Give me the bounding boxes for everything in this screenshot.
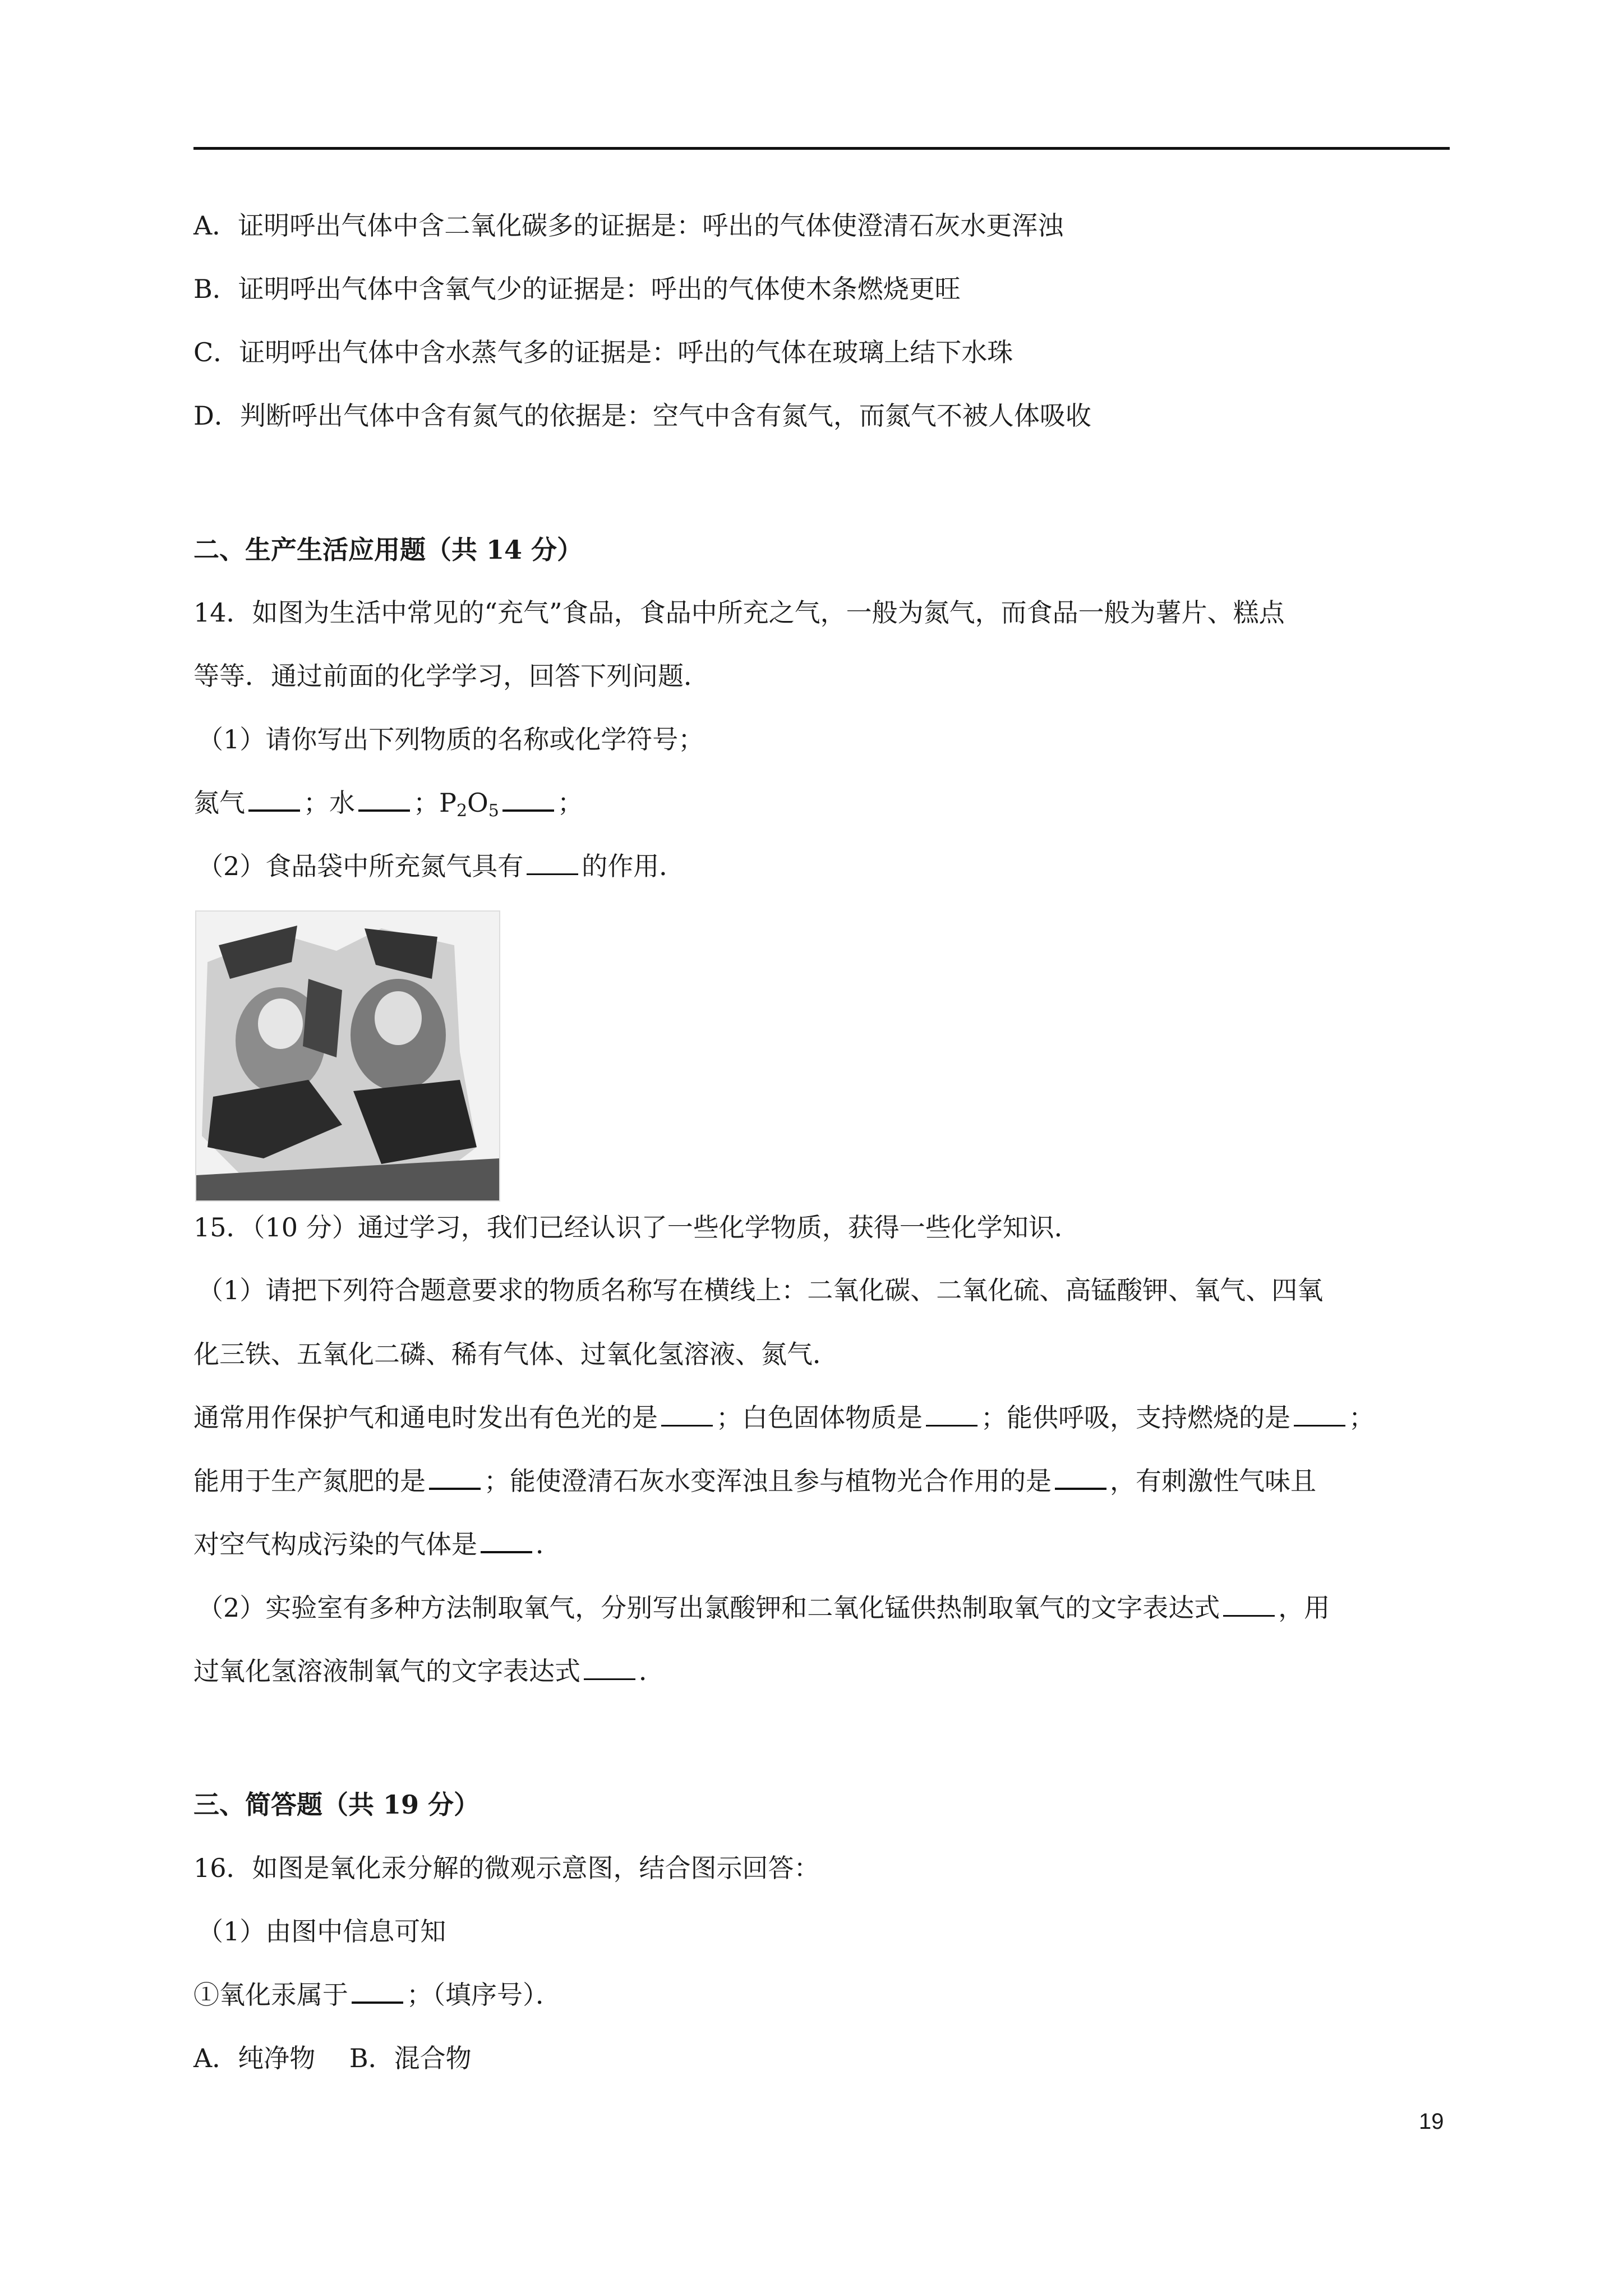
q16-stem: 16．如图是氧化汞分解的微观示意图，结合图示回答： [193, 1853, 820, 1883]
q13-option-a: A．证明呼出气体中含二氧化碳多的证据是：呼出的气体使澄清石灰水更浑浊 [193, 210, 1064, 241]
q13-option-b: B．证明呼出气体中含氧气少的证据是：呼出的气体使木条燃烧更旺 [193, 274, 961, 304]
header-rule [193, 147, 1450, 150]
q15-sub2-line2 [193, 1654, 665, 1688]
q15-l3-text-b: ；白色固体物质是 [716, 1402, 923, 1433]
q14-sub2-post: 的作用． [582, 851, 685, 881]
q14-blank-line [193, 786, 583, 828]
p2o5-sub-2: 2 [456, 801, 468, 821]
nitrogen-label: 氮气 [193, 788, 245, 818]
q15-l4-text-a: 能用于生产氮肥的是 [193, 1466, 426, 1496]
q16-item1 [193, 1978, 561, 2012]
q14-stem-line1: 14．如图为生活中常见的“充气”食品，食品中所充之气，一般为氮气，而食品一般为薯片、糕点 [193, 597, 1285, 628]
q15-sub2-line2-text-b: ． [639, 1656, 665, 1686]
q15-l4-text-b: ；能使澄清石灰水变浑浊且参与植物光合作用的是 [484, 1466, 1052, 1496]
q15-sub2-line2-text-a: 过氧化氢溶液制氧气的文字表达式 [193, 1656, 580, 1686]
q16-item1-text-a: ①氧化汞属于 [193, 1980, 348, 2010]
page-number: 19 [1419, 2109, 1444, 2134]
answer-blank-nitrogen-fertilizer[interactable] [429, 1465, 481, 1490]
q14-sub1: （1）请你写出下列物质的名称或化学符号； [197, 724, 704, 754]
q15-l3-text-c: ；能供呼吸，支持燃烧的是 [981, 1402, 1290, 1433]
q14-sub2-pre: （2）食品袋中所充氮气具有 [197, 851, 524, 881]
q15-l3-text-d: ； [1349, 1402, 1375, 1433]
q15-l3-text-a: 通常用作保护气和通电时发出有色光的是 [193, 1402, 658, 1433]
line-end: ； [557, 788, 583, 818]
answer-blank-supports-combustion[interactable] [1294, 1402, 1345, 1427]
q15-sub2-line1 [197, 1591, 1330, 1625]
q15-sub1-line1: （1）请把下列符合题意要求的物质名称写在横线上：二氧化碳、二氧化硫、高锰酸钾、氧气、四氧 [197, 1275, 1324, 1305]
answer-blank-protective-gas[interactable] [661, 1402, 713, 1427]
section-2-heading: 二、生产生活应用题（共 14 分） [193, 535, 583, 565]
q15-line5 [193, 1527, 561, 1561]
q15-l5-text-a: 对空气构成污染的气体是 [193, 1529, 477, 1559]
water-label: ；水 [303, 788, 355, 818]
q15-line4 [193, 1464, 1316, 1498]
q15-line3 [193, 1401, 1375, 1434]
answer-blank-function[interactable] [527, 851, 578, 875]
q13-option-c: C．证明呼出气体中含水蒸气多的证据是：呼出的气体在玻璃上结下水珠 [193, 337, 1013, 367]
answer-blank-p2o5[interactable] [502, 787, 554, 812]
answer-blank-photosynthesis[interactable] [1055, 1465, 1106, 1490]
q15-sub2-text-a: （2）实验室有多种方法制取氧气，分别写出氯酸钾和二氧化锰供热制取氧气的文字表达式 [197, 1593, 1220, 1623]
section-3-heading: 三、简答题（共 19 分） [193, 1789, 480, 1820]
answer-blank-water[interactable] [358, 787, 410, 812]
q14-sub2 [197, 849, 685, 883]
q16-options: A．纯净物 B．混合物 [193, 2043, 472, 2073]
answer-blank-hgo-classification[interactable] [352, 1979, 403, 2004]
p2o5-sub-5: 5 [488, 801, 499, 821]
p2o5-p: ；P [413, 788, 457, 818]
q16-item1-text-b: ；（填序号）． [407, 1980, 561, 2010]
q15-stem: 15．（10 分）通过学习，我们已经认识了一些化学物质，获得一些化学知识． [193, 1212, 1080, 1243]
q15-sub2-text-b: ，用 [1278, 1593, 1330, 1623]
q14-stem-line2: 等等．通过前面的化学学习，回答下列问题． [193, 661, 709, 691]
answer-blank-pollutant-gas[interactable] [481, 1529, 532, 1553]
answer-blank-white-solid[interactable] [926, 1402, 978, 1427]
q15-l5-text-b: ． [536, 1529, 561, 1559]
answer-blank-kclo3-equation[interactable] [1223, 1593, 1275, 1617]
answer-blank-nitrogen[interactable] [248, 787, 300, 812]
answer-blank-h2o2-equation[interactable] [584, 1656, 635, 1680]
snack-bag-illustration [196, 912, 499, 1200]
p2o5-o: O [467, 788, 488, 818]
q13-option-d: D．判断呼出气体中含有氮气的依据是：空气中含有氮气，而氮气不被人体吸收 [193, 401, 1091, 431]
snack-bag-photo [195, 910, 500, 1202]
q15-l4-text-c: ，有刺激性气味且 [1110, 1466, 1316, 1496]
q16-sub1: （1）由图中信息可知 [197, 1916, 446, 1947]
q15-sub1-line2: 化三铁、五氧化二磷、稀有气体、过氧化氢溶液、氮气． [193, 1339, 838, 1369]
